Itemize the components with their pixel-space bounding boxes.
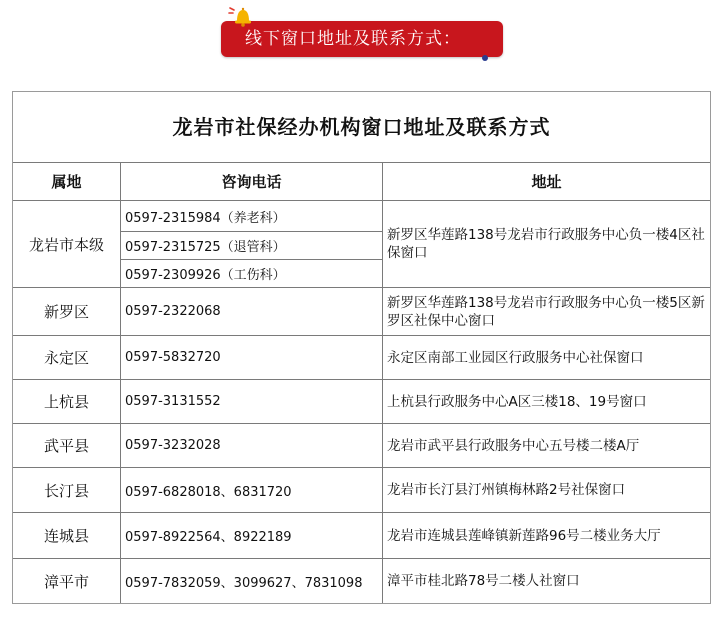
row-region: 上杭县 — [43, 393, 89, 411]
row-address: 上杭县行政服务中心A区三楼18、19号窗口 — [387, 393, 647, 410]
contact-table — [12, 91, 711, 604]
row-region: 武平县 — [43, 437, 89, 455]
row-region: 漳平市 — [43, 572, 89, 591]
row-phone: 0597-6828018、6831720 — [125, 484, 292, 500]
row-address: 龙岩市武平县行政服务中心五号楼二楼A厅 — [387, 437, 640, 454]
row-phone: 0597-3232028 — [125, 438, 221, 453]
banner-label: 线下窗口地址及联系方式： — [245, 29, 461, 49]
row-phone: 0597-3131552 — [125, 394, 221, 409]
row-address: 新罗区华莲路138号龙岩市行政服务中心负一楼5区新罗区社保中心窗口 — [387, 294, 705, 329]
row-region: 龙岩市本级 — [28, 235, 104, 254]
row-address: 漳平市桂北路78号二楼人社窗口 — [387, 573, 580, 589]
row-phone: 0597-5832720 — [125, 350, 221, 365]
row-address: 新罗区华莲路138号龙岩市行政服务中心负一楼4区社保窗口 — [387, 227, 705, 261]
decor-dot — [482, 55, 488, 61]
row-region: 永定区 — [43, 349, 89, 367]
row-region: 长汀县 — [43, 481, 89, 500]
row-address: 龙岩市长汀县汀州镇梅林路2号社保窗口 — [387, 482, 626, 498]
row-phone: 0597-2322068 — [125, 304, 221, 319]
bell-icon — [226, 2, 254, 28]
row-phone: 0597-2315725（退管科） — [125, 240, 286, 255]
row-phone: 0597-8922564、8922189 — [125, 530, 292, 545]
row-phone: 0597-2315984（养老科） — [125, 210, 286, 226]
header-region: 属地 — [51, 173, 82, 191]
header-address: 地址 — [531, 173, 562, 191]
header-phone: 咨询电话 — [221, 173, 282, 191]
row-phone: 0597-2309926（工伤科） — [125, 268, 286, 283]
table-title: 龙岩市社保经办机构窗口地址及联系方式 — [172, 115, 551, 139]
row-address: 永定区南部工业园区行政服务中心社保窗口 — [387, 349, 644, 366]
row-address: 龙岩市连城县莲峰镇新莲路96号二楼业务大厅 — [387, 527, 661, 544]
row-phone: 0597-7832059、3099627、7831098 — [125, 575, 363, 591]
row-region: 新罗区 — [43, 303, 89, 321]
row-region: 连城县 — [43, 527, 89, 545]
section-banner — [221, 21, 503, 57]
